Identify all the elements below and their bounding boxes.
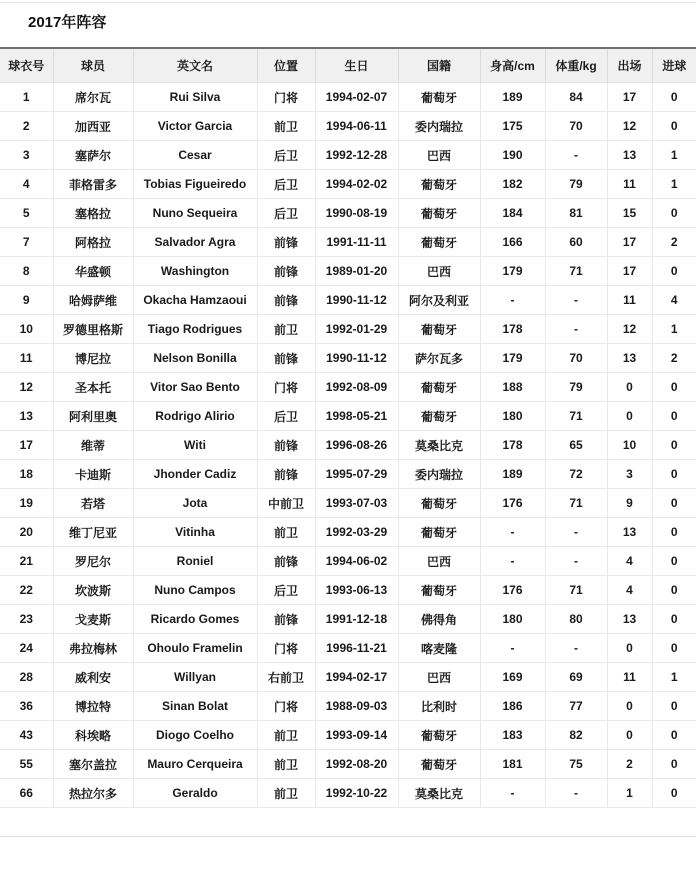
- table-cell: -: [545, 286, 607, 315]
- table-cell: 0: [652, 634, 696, 663]
- table-row: [0, 112, 696, 141]
- table-cell: 10: [607, 431, 652, 460]
- table-cell: Diogo Coelho: [133, 721, 257, 750]
- table-cell: 博尼拉: [53, 344, 133, 373]
- table-cell: 菲格雷多: [53, 170, 133, 199]
- table-cell: 55: [0, 750, 53, 779]
- table-cell: 178: [480, 315, 545, 344]
- table-cell: -: [480, 779, 545, 808]
- table-cell: 0: [652, 373, 696, 402]
- table-cell: Tiago Rodrigues: [133, 315, 257, 344]
- table-cell: 葡萄牙: [398, 576, 480, 605]
- table-cell: 葡萄牙: [398, 170, 480, 199]
- table-cell: 12: [607, 112, 652, 141]
- column-header-9: 进球: [652, 48, 696, 83]
- table-cell: 前卫: [257, 779, 315, 808]
- table-cell: 葡萄牙: [398, 199, 480, 228]
- table-cell: -: [480, 634, 545, 663]
- table-cell: 葡萄牙: [398, 228, 480, 257]
- table-cell: 前锋: [257, 286, 315, 315]
- table-cell: 1: [652, 315, 696, 344]
- table-cell: 181: [480, 750, 545, 779]
- table-row: [0, 692, 696, 721]
- table-cell: 1989-01-20: [315, 257, 398, 286]
- table-cell: 75: [545, 750, 607, 779]
- table-body: [0, 83, 696, 808]
- table-cell: 72: [545, 460, 607, 489]
- table-row: [0, 373, 696, 402]
- table-cell: 79: [545, 373, 607, 402]
- table-cell: Nuno Campos: [133, 576, 257, 605]
- table-header: [0, 48, 696, 83]
- table-cell: 15: [607, 199, 652, 228]
- squad-table: [0, 47, 696, 808]
- table-row: [0, 141, 696, 170]
- table-cell: 10: [0, 315, 53, 344]
- table-cell: 巴西: [398, 141, 480, 170]
- table-cell: Tobias Figueiredo: [133, 170, 257, 199]
- table-cell: 1994-06-11: [315, 112, 398, 141]
- table-cell: 13: [0, 402, 53, 431]
- table-cell: 2: [607, 750, 652, 779]
- table-cell: 176: [480, 576, 545, 605]
- table-cell: -: [545, 547, 607, 576]
- table-cell: 2: [0, 112, 53, 141]
- table-cell: Vitinha: [133, 518, 257, 547]
- table-cell: 7: [0, 228, 53, 257]
- table-row: [0, 547, 696, 576]
- table-cell: 180: [480, 402, 545, 431]
- table-cell: 19: [0, 489, 53, 518]
- table-cell: 1992-12-28: [315, 141, 398, 170]
- table-cell: 哈姆萨维: [53, 286, 133, 315]
- table-cell: 后卫: [257, 402, 315, 431]
- table-cell: 1992-03-29: [315, 518, 398, 547]
- table-cell: 3: [607, 460, 652, 489]
- table-cell: 莫桑比克: [398, 779, 480, 808]
- table-cell: 13: [607, 344, 652, 373]
- table-row: [0, 402, 696, 431]
- table-cell: Nelson Bonilla: [133, 344, 257, 373]
- table-cell: 喀麦隆: [398, 634, 480, 663]
- table-cell: 5: [0, 199, 53, 228]
- bottom-divider: [0, 836, 696, 837]
- table-cell: 8: [0, 257, 53, 286]
- table-cell: 0: [652, 83, 696, 112]
- table-cell: 罗尼尔: [53, 547, 133, 576]
- table-cell: Okacha Hamzaoui: [133, 286, 257, 315]
- table-cell: 1994-02-07: [315, 83, 398, 112]
- table-cell: 11: [607, 170, 652, 199]
- table-cell: 70: [545, 112, 607, 141]
- table-cell: 4: [652, 286, 696, 315]
- table-cell: 1992-08-20: [315, 750, 398, 779]
- table-row: [0, 286, 696, 315]
- table-cell: Roniel: [133, 547, 257, 576]
- table-cell: 门将: [257, 83, 315, 112]
- table-cell: Cesar: [133, 141, 257, 170]
- table-cell: 前卫: [257, 750, 315, 779]
- table-row: [0, 83, 696, 112]
- table-cell: 前锋: [257, 344, 315, 373]
- table-cell: 后卫: [257, 199, 315, 228]
- table-cell: -: [545, 779, 607, 808]
- table-cell: -: [545, 518, 607, 547]
- table-cell: 1990-11-12: [315, 286, 398, 315]
- table-cell: 门将: [257, 692, 315, 721]
- table-cell: Sinan Bolat: [133, 692, 257, 721]
- table-row: [0, 199, 696, 228]
- table-cell: Nuno Sequeira: [133, 199, 257, 228]
- table-cell: 4: [607, 547, 652, 576]
- table-cell: 9: [607, 489, 652, 518]
- table-cell: 委内瑞拉: [398, 460, 480, 489]
- table-cell: 葡萄牙: [398, 721, 480, 750]
- table-cell: 17: [607, 257, 652, 286]
- table-cell: 席尔瓦: [53, 83, 133, 112]
- table-cell: Rodrigo Alirio: [133, 402, 257, 431]
- table-cell: 1: [0, 83, 53, 112]
- table-cell: 1990-11-12: [315, 344, 398, 373]
- table-cell: -: [480, 547, 545, 576]
- table-cell: 0: [652, 721, 696, 750]
- table-cell: 萨尔瓦多: [398, 344, 480, 373]
- table-cell: 17: [0, 431, 53, 460]
- table-cell: 71: [545, 402, 607, 431]
- table-cell: 9: [0, 286, 53, 315]
- table-cell: 179: [480, 257, 545, 286]
- table-cell: 0: [652, 779, 696, 808]
- table-cell: 182: [480, 170, 545, 199]
- table-cell: 1: [652, 170, 696, 199]
- table-cell: 17: [607, 83, 652, 112]
- table-row: [0, 721, 696, 750]
- table-cell: 13: [607, 518, 652, 547]
- column-header-4: 生日: [315, 48, 398, 83]
- page: [0, 2, 696, 837]
- table-cell: 0: [607, 373, 652, 402]
- table-cell: 77: [545, 692, 607, 721]
- table-cell: 莫桑比克: [398, 431, 480, 460]
- table-cell: 若塔: [53, 489, 133, 518]
- table-cell: 佛得角: [398, 605, 480, 634]
- table-cell: 28: [0, 663, 53, 692]
- table-cell: 11: [0, 344, 53, 373]
- table-cell: 后卫: [257, 576, 315, 605]
- table-cell: 1: [607, 779, 652, 808]
- table-cell: -: [545, 315, 607, 344]
- table-cell: Vitor Sao Bento: [133, 373, 257, 402]
- table-cell: 0: [652, 750, 696, 779]
- table-cell: 华盛顿: [53, 257, 133, 286]
- table-cell: 179: [480, 344, 545, 373]
- table-cell: 178: [480, 431, 545, 460]
- table-cell: Ricardo Gomes: [133, 605, 257, 634]
- table-cell: 1993-09-14: [315, 721, 398, 750]
- table-cell: 0: [652, 576, 696, 605]
- table-cell: 1992-10-22: [315, 779, 398, 808]
- table-cell: 11: [607, 663, 652, 692]
- page-title: 2017年阵容: [28, 14, 107, 31]
- table-cell: 188: [480, 373, 545, 402]
- table-cell: 塞格拉: [53, 199, 133, 228]
- table-cell: 塞尔盖拉: [53, 750, 133, 779]
- table-cell: 0: [652, 431, 696, 460]
- table-cell: 1994-06-02: [315, 547, 398, 576]
- table-cell: 威利安: [53, 663, 133, 692]
- table-cell: -: [480, 286, 545, 315]
- table-cell: 阿格拉: [53, 228, 133, 257]
- table-cell: 前锋: [257, 547, 315, 576]
- table-cell: 0: [652, 547, 696, 576]
- table-cell: Willyan: [133, 663, 257, 692]
- table-cell: 12: [607, 315, 652, 344]
- table-row: [0, 257, 696, 286]
- table-cell: 180: [480, 605, 545, 634]
- table-cell: 189: [480, 460, 545, 489]
- table-cell: 1994-02-02: [315, 170, 398, 199]
- table-row: [0, 315, 696, 344]
- table-cell: 0: [652, 692, 696, 721]
- table-cell: 18: [0, 460, 53, 489]
- table-cell: 0: [652, 605, 696, 634]
- table-cell: 前卫: [257, 518, 315, 547]
- table-cell: 委内瑞拉: [398, 112, 480, 141]
- table-row: [0, 576, 696, 605]
- table-row: [0, 431, 696, 460]
- table-cell: 1988-09-03: [315, 692, 398, 721]
- table-cell: 71: [545, 257, 607, 286]
- table-cell: 博拉特: [53, 692, 133, 721]
- table-cell: 21: [0, 547, 53, 576]
- column-header-7: 体重/kg: [545, 48, 607, 83]
- table-row: [0, 605, 696, 634]
- table-cell: 1996-11-21: [315, 634, 398, 663]
- table-cell: 前锋: [257, 257, 315, 286]
- table-cell: 葡萄牙: [398, 518, 480, 547]
- table-cell: 166: [480, 228, 545, 257]
- table-cell: 169: [480, 663, 545, 692]
- table-cell: Washington: [133, 257, 257, 286]
- table-cell: 4: [0, 170, 53, 199]
- table-cell: 维蒂: [53, 431, 133, 460]
- column-header-8: 出场: [607, 48, 652, 83]
- table-cell: 前卫: [257, 112, 315, 141]
- table-cell: 1996-08-26: [315, 431, 398, 460]
- table-cell: 1991-12-18: [315, 605, 398, 634]
- table-cell: 1991-11-11: [315, 228, 398, 257]
- table-cell: 186: [480, 692, 545, 721]
- table-cell: 1: [652, 663, 696, 692]
- table-cell: 80: [545, 605, 607, 634]
- table-cell: 13: [607, 605, 652, 634]
- table-cell: 巴西: [398, 663, 480, 692]
- table-cell: 前卫: [257, 721, 315, 750]
- column-header-5: 国籍: [398, 48, 480, 83]
- table-cell: 11: [607, 286, 652, 315]
- table-cell: 0: [652, 199, 696, 228]
- table-row: [0, 344, 696, 373]
- table-cell: 戈麦斯: [53, 605, 133, 634]
- table-cell: 比利时: [398, 692, 480, 721]
- table-cell: Mauro Cerqueira: [133, 750, 257, 779]
- table-cell: 1993-06-13: [315, 576, 398, 605]
- table-row: [0, 228, 696, 257]
- table-cell: 葡萄牙: [398, 83, 480, 112]
- table-cell: 1: [652, 141, 696, 170]
- table-cell: 后卫: [257, 170, 315, 199]
- top-divider: [0, 2, 696, 3]
- table-cell: Jota: [133, 489, 257, 518]
- table-cell: 69: [545, 663, 607, 692]
- table-cell: 葡萄牙: [398, 750, 480, 779]
- table-cell: 热拉尔多: [53, 779, 133, 808]
- table-cell: Geraldo: [133, 779, 257, 808]
- table-cell: 0: [607, 692, 652, 721]
- table-cell: 20: [0, 518, 53, 547]
- table-row: [0, 170, 696, 199]
- table-row: [0, 460, 696, 489]
- table-cell: 卡迪斯: [53, 460, 133, 489]
- table-cell: Ohoulo Framelin: [133, 634, 257, 663]
- table-cell: 66: [0, 779, 53, 808]
- table-cell: 81: [545, 199, 607, 228]
- table-cell: 1994-02-17: [315, 663, 398, 692]
- table-cell: Salvador Agra: [133, 228, 257, 257]
- table-cell: 82: [545, 721, 607, 750]
- table-row: [0, 634, 696, 663]
- column-header-1: 球员: [53, 48, 133, 83]
- table-cell: 22: [0, 576, 53, 605]
- table-header-row: [0, 48, 696, 83]
- table-cell: 葡萄牙: [398, 402, 480, 431]
- table-cell: 1992-08-09: [315, 373, 398, 402]
- table-cell: 17: [607, 228, 652, 257]
- table-cell: 175: [480, 112, 545, 141]
- table-cell: 84: [545, 83, 607, 112]
- table-cell: 71: [545, 576, 607, 605]
- table-cell: 65: [545, 431, 607, 460]
- table-cell: 1993-07-03: [315, 489, 398, 518]
- table-cell: 前锋: [257, 605, 315, 634]
- table-cell: Jhonder Cadiz: [133, 460, 257, 489]
- table-cell: 0: [607, 634, 652, 663]
- table-row: [0, 518, 696, 547]
- table-cell: 罗德里格斯: [53, 315, 133, 344]
- table-cell: 1992-01-29: [315, 315, 398, 344]
- table-cell: 23: [0, 605, 53, 634]
- table-cell: 71: [545, 489, 607, 518]
- column-header-2: 英文名: [133, 48, 257, 83]
- column-header-6: 身高/cm: [480, 48, 545, 83]
- table-cell: 前锋: [257, 228, 315, 257]
- table-row: [0, 750, 696, 779]
- table-cell: 圣本托: [53, 373, 133, 402]
- table-cell: 门将: [257, 373, 315, 402]
- table-cell: 36: [0, 692, 53, 721]
- table-cell: 弗拉梅林: [53, 634, 133, 663]
- table-row: [0, 779, 696, 808]
- table-cell: 183: [480, 721, 545, 750]
- table-cell: 科埃略: [53, 721, 133, 750]
- table-cell: 4: [607, 576, 652, 605]
- table-cell: 巴西: [398, 257, 480, 286]
- table-cell: 0: [652, 489, 696, 518]
- table-cell: 0: [607, 721, 652, 750]
- table-row: [0, 489, 696, 518]
- table-cell: 葡萄牙: [398, 489, 480, 518]
- table-cell: 葡萄牙: [398, 315, 480, 344]
- table-cell: 60: [545, 228, 607, 257]
- table-cell: 后卫: [257, 141, 315, 170]
- table-cell: 1998-05-21: [315, 402, 398, 431]
- table-cell: 维丁尼亚: [53, 518, 133, 547]
- table-cell: 加西亚: [53, 112, 133, 141]
- table-cell: 70: [545, 344, 607, 373]
- column-header-0: 球衣号: [0, 48, 53, 83]
- table-cell: 43: [0, 721, 53, 750]
- column-header-3: 位置: [257, 48, 315, 83]
- table-cell: 2: [652, 344, 696, 373]
- table-cell: -: [545, 634, 607, 663]
- table-cell: 189: [480, 83, 545, 112]
- table-cell: 阿尔及利亚: [398, 286, 480, 315]
- table-cell: 坎波斯: [53, 576, 133, 605]
- table-cell: Victor Garcia: [133, 112, 257, 141]
- table-cell: 190: [480, 141, 545, 170]
- table-cell: 前锋: [257, 431, 315, 460]
- table-cell: 0: [652, 257, 696, 286]
- table-cell: 3: [0, 141, 53, 170]
- table-cell: 0: [652, 518, 696, 547]
- table-cell: 葡萄牙: [398, 373, 480, 402]
- table-cell: 右前卫: [257, 663, 315, 692]
- table-cell: 0: [652, 112, 696, 141]
- table-cell: 中前卫: [257, 489, 315, 518]
- table-cell: 13: [607, 141, 652, 170]
- table-cell: 0: [652, 460, 696, 489]
- table-cell: 塞萨尔: [53, 141, 133, 170]
- table-cell: 184: [480, 199, 545, 228]
- table-cell: 阿利里奥: [53, 402, 133, 431]
- table-cell: 巴西: [398, 547, 480, 576]
- table-cell: 1995-07-29: [315, 460, 398, 489]
- table-cell: 79: [545, 170, 607, 199]
- table-cell: 176: [480, 489, 545, 518]
- table-cell: 1990-08-19: [315, 199, 398, 228]
- table-cell: 2: [652, 228, 696, 257]
- table-cell: Witi: [133, 431, 257, 460]
- table-cell: -: [480, 518, 545, 547]
- table-cell: -: [545, 141, 607, 170]
- table-cell: Rui Silva: [133, 83, 257, 112]
- table-cell: 门将: [257, 634, 315, 663]
- table-cell: 24: [0, 634, 53, 663]
- table-cell: 12: [0, 373, 53, 402]
- table-row: [0, 663, 696, 692]
- table-cell: 0: [652, 402, 696, 431]
- table-cell: 0: [607, 402, 652, 431]
- table-cell: 前卫: [257, 315, 315, 344]
- table-cell: 前锋: [257, 460, 315, 489]
